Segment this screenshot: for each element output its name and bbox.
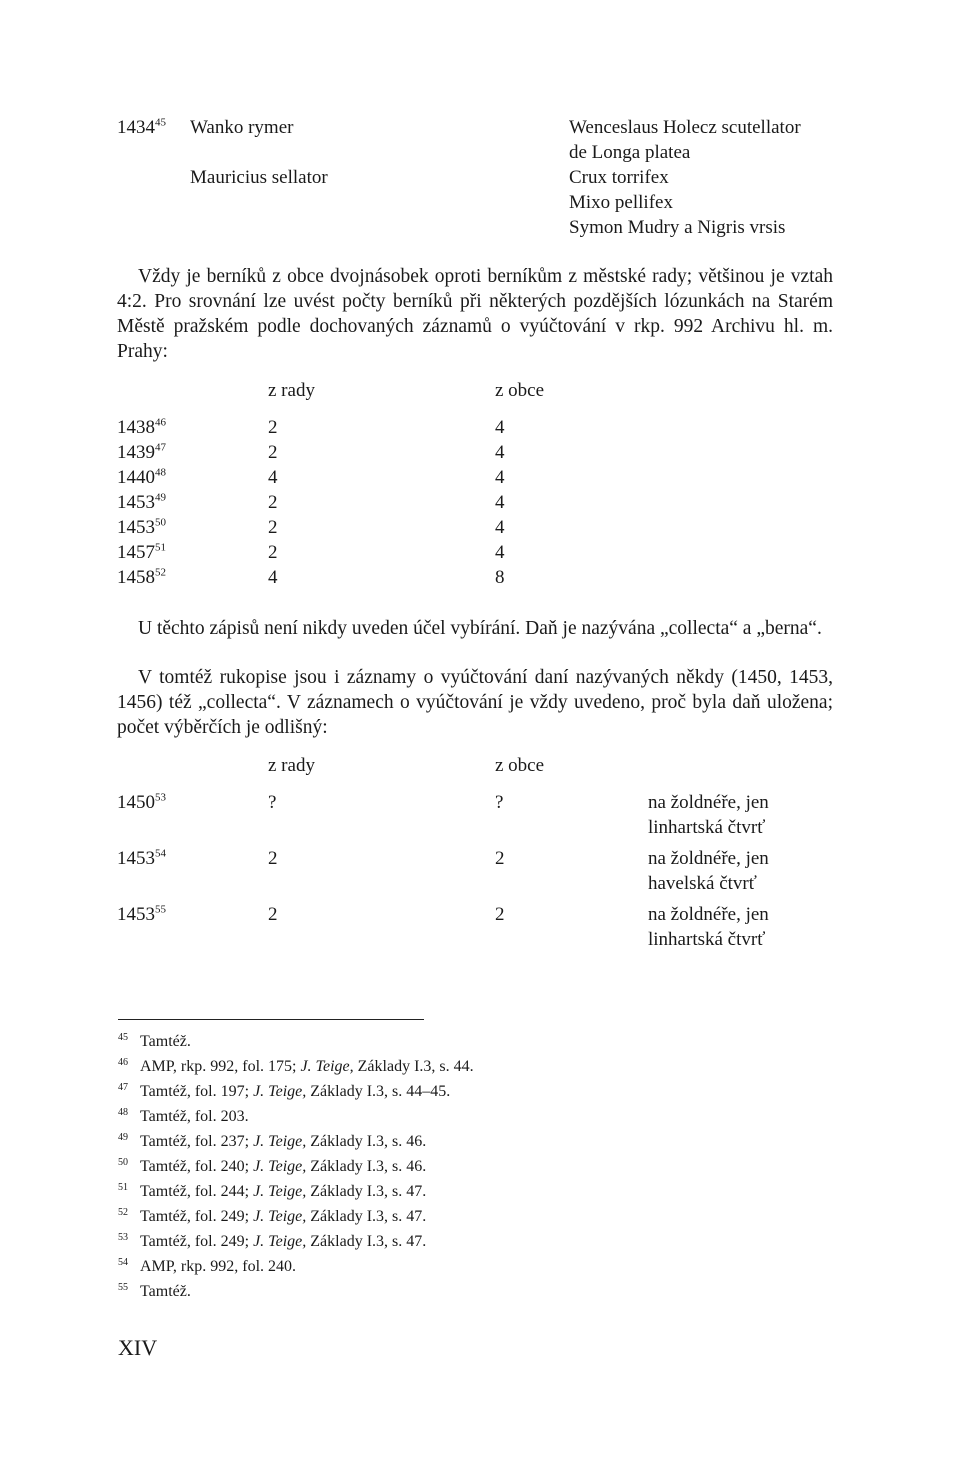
table-cell-council: 4 (268, 467, 278, 488)
table-cell-commune: 4 (495, 492, 505, 513)
table-header-council: z rady (268, 380, 315, 401)
table-cell-commune: 4 (495, 417, 505, 438)
footnote: $^{49}$ Tamtéž, fol. 237; J. Teige, Základy I.3, s. 46. (118, 1131, 427, 1150)
table-cell-council: 2 (268, 492, 278, 513)
footnote: $^{52}$ Tamtéž, fol. 249; J. Teige, Základy I.3, s. 47. (118, 1206, 427, 1225)
table-header-council: z rady (268, 755, 315, 776)
paragraph: V tomtéž rukopise jsou i záznamy o vyúčtování daní nazývaných někdy (1450, 1453, 1456) též „collecta“. V záznamech o vyúčtování je vždy uvedeno, proč byla daň uložena; počet výběrčích je odlišný: (117, 667, 833, 738)
entry-year: 1434$^{45}$ (117, 116, 166, 138)
table-cell-council: 2 (268, 542, 278, 563)
table-header-commune: z obce (495, 755, 545, 776)
commune-member: Mixo pellifex (569, 192, 673, 213)
table-row-year: 1453$^{54}$ (117, 847, 166, 869)
commune-member: Crux torrifex (569, 167, 669, 188)
table-cell-purpose: na žoldnéře, jen (648, 904, 769, 925)
table-cell-purpose: linhartská čtvrť (648, 929, 766, 950)
table-row-year: 1453$^{55}$ (117, 903, 166, 925)
table-cell-purpose: linhartská čtvrť (648, 817, 766, 838)
footnote: $^{55}$ Tamtéž. (118, 1281, 191, 1300)
footnote: $^{53}$ Tamtéž, fol. 249; J. Teige, Základy I.3, s. 47. (118, 1231, 427, 1250)
table-cell-commune: 2 (495, 904, 505, 925)
paragraph: Vždy je berníků z obce dvojnásobek oproti berníkům z městské rady; většinou je vztah 4:2. Pro srovnání lze uvést počty berníků při některých pozdějších lózunkách na Starém Městě pražském podle dochovaných záznamů o vyúčtování v rkp. 992 Archivu hl. m. Prahy: (117, 266, 833, 362)
table-cell-council: 2 (268, 848, 278, 869)
table-cell-council: 2 (268, 417, 278, 438)
page-number: XIV (118, 1335, 158, 1360)
table-row-year: 1457$^{51}$ (117, 541, 166, 563)
table-cell-commune: 4 (495, 542, 505, 563)
paragraph: U těchto zápisů není nikdy uveden účel vybírání. Daň je nazývána „collecta“ a „berna“. (138, 618, 822, 639)
table-cell-commune: ? (495, 792, 504, 813)
table-cell-commune: 2 (495, 848, 505, 869)
table-cell-council: 2 (268, 517, 278, 538)
table-cell-council: 2 (268, 904, 278, 925)
commune-member: Symon Mudry a Nigris vrsis (569, 217, 786, 238)
table-cell-council: 4 (268, 567, 278, 588)
table-row-year: 1438$^{46}$ (117, 416, 166, 438)
table-cell-purpose: havelská čtvrť (648, 873, 757, 894)
footnote: $^{51}$ Tamtéž, fol. 244; J. Teige, Základy I.3, s. 47. (118, 1181, 427, 1200)
footnote: $^{46}$ AMP, rkp. 992, fol. 175; J. Teige, Základy I.3, s. 44. (118, 1056, 474, 1075)
council-member: Wanko rymer (190, 117, 294, 138)
table-cell-commune: 4 (495, 467, 505, 488)
table-row-year: 1439$^{47}$ (117, 441, 166, 463)
table-row-year: 1450$^{53}$ (117, 791, 166, 813)
footnote: $^{54}$ AMP, rkp. 992, fol. 240. (118, 1256, 297, 1275)
table-cell-council: ? (268, 792, 277, 813)
table-cell-commune: 4 (495, 442, 505, 463)
table-row-year: 1453$^{49}$ (117, 491, 166, 513)
table-cell-commune: 8 (495, 567, 505, 588)
council-member: Mauricius sellator (190, 167, 328, 188)
footnote: $^{50}$ Tamtéž, fol. 240; J. Teige, Základy I.3, s. 46. (118, 1156, 427, 1175)
table-cell-purpose: na žoldnéře, jen (648, 792, 769, 813)
commune-member: Wenceslaus Holecz scutellator (569, 117, 801, 138)
table-cell-commune: 4 (495, 517, 505, 538)
footnote: $^{45}$ Tamtéž. (118, 1031, 191, 1050)
table-row-year: 1458$^{52}$ (117, 566, 166, 588)
table-row-year: 1440$^{48}$ (117, 466, 166, 488)
table-cell-purpose: na žoldnéře, jen (648, 848, 769, 869)
table-header-commune: z obce (495, 380, 545, 401)
table-row-year: 1453$^{50}$ (117, 516, 166, 538)
footnote: $^{47}$ Tamtéž, fol. 197; J. Teige, Základy I.3, s. 44–45. (118, 1081, 451, 1100)
table-cell-council: 2 (268, 442, 278, 463)
footnote: $^{48}$ Tamtéž, fol. 203. (118, 1106, 249, 1125)
footnote-divider (118, 1019, 424, 1020)
commune-member: de Longa platea (569, 142, 691, 163)
